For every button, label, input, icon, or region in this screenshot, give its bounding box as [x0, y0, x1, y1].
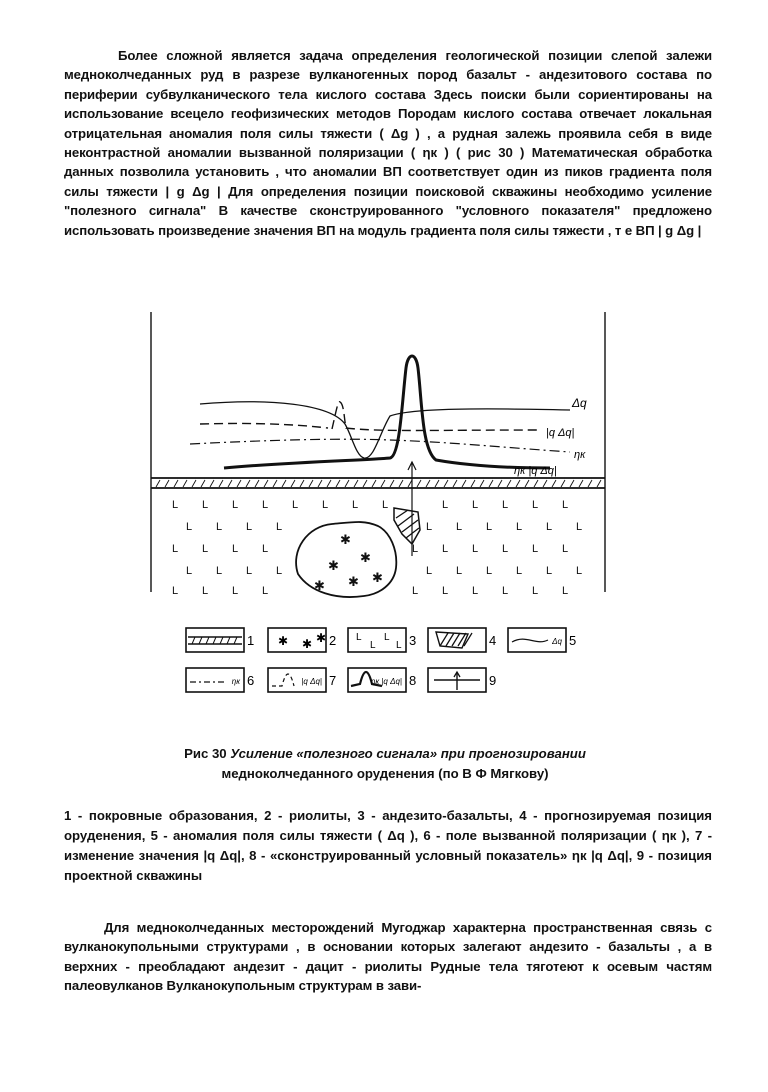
svg-text:L: L: [292, 499, 299, 511]
svg-text:L: L: [186, 565, 193, 577]
legend-number-7: 7: [329, 673, 337, 688]
legend-number-5: 5: [569, 633, 577, 648]
svg-text:L: L: [322, 499, 329, 511]
svg-text:L: L: [202, 543, 209, 555]
svg-text:✱: ✱: [360, 551, 371, 566]
svg-text:L: L: [276, 565, 283, 577]
svg-text:L: L: [576, 565, 583, 577]
legend-number-4: 4: [489, 633, 497, 648]
svg-text:L: L: [442, 543, 449, 555]
legend-item-5: [508, 628, 576, 652]
svg-text:L: L: [232, 585, 239, 597]
svg-text:L: L: [246, 521, 253, 533]
label-product: ηк |q Δq|: [514, 465, 557, 477]
svg-text:L: L: [202, 499, 209, 511]
label-dq: Δq: [572, 396, 587, 410]
svg-text:L: L: [172, 543, 179, 555]
svg-text:L: L: [472, 499, 479, 511]
svg-text:L: L: [412, 543, 419, 555]
label-gradient: |q Δq|: [546, 427, 575, 439]
legend-item-1: [186, 628, 254, 652]
svg-text:L: L: [262, 543, 269, 555]
svg-text:L: L: [502, 543, 509, 555]
legend-box-label-7: |q Δq|: [301, 677, 322, 686]
svg-text:✱: ✱: [328, 559, 339, 574]
svg-text:✱: ✱: [372, 571, 383, 586]
ore-position: [394, 508, 420, 544]
svg-text:L: L: [472, 543, 479, 555]
svg-text:L: L: [232, 499, 239, 511]
paragraph-2: [64, 918, 712, 996]
figure-legend: [182, 624, 582, 698]
caption-line2: медноколчеданного оруденения (по В Ф Мягкову): [221, 766, 549, 781]
svg-text:L: L: [172, 499, 179, 511]
legend-box-label-8: ηк |q Δq|: [370, 677, 402, 686]
curve-gradient: [200, 402, 540, 431]
legend-item-3: [348, 628, 416, 652]
svg-text:L: L: [356, 632, 362, 643]
svg-text:L: L: [370, 640, 376, 651]
svg-text:L: L: [486, 565, 493, 577]
svg-text:L: L: [486, 521, 493, 533]
svg-text:L: L: [502, 499, 509, 511]
svg-text:L: L: [532, 543, 539, 555]
legend-item-6: [186, 668, 254, 692]
svg-text:✱: ✱: [340, 533, 351, 548]
paragraph-1-text: Более сложной является задача определения геологической позиции слепой залежи медноколчеданных руд в разрезе вулканогенных пород базальт - андезитового состава по периферии субвулканического тела кислого состава Здесь поиски были сориентированы на использование всецело геофизических методов Породам кислого состава отвечает локальная отрицательная аномалия поля силы тяжести ( Δg ) , а рудная залежь проявила себя в виде неконтрастной аномалии вызванной поляризации ( ηк ) ( рис 30 ) Математическая обработка данных позволила установить , что аномалии ВП соответствует один из пиков градиента поля силы тяжести | g Δg | Для определения позиции поисковой скважины необходимо усиление "полезного сигнала" В качестве сконструированного "условного показателя" предложено использовать произведение значения ВП на модуль градиента поля силы тяжести , т е ВП | g Δg |: [64, 48, 712, 238]
svg-text:L: L: [546, 565, 553, 577]
legend-number-8: 8: [409, 673, 417, 688]
curve-ip-field: [190, 439, 570, 452]
legend-item-4: [428, 628, 496, 652]
svg-text:L: L: [502, 585, 509, 597]
svg-text:L: L: [426, 565, 433, 577]
legend-item-2: [268, 628, 336, 652]
svg-text:L: L: [562, 499, 569, 511]
svg-text:L: L: [456, 521, 463, 533]
svg-text:L: L: [442, 585, 449, 597]
legend-number-9: 9: [489, 673, 497, 688]
svg-text:L: L: [546, 521, 553, 533]
svg-text:L: L: [562, 543, 569, 555]
svg-text:L: L: [232, 543, 239, 555]
svg-text:L: L: [472, 585, 479, 597]
svg-text:L: L: [426, 521, 433, 533]
svg-text:✱: ✱: [278, 634, 289, 648]
svg-text:L: L: [276, 521, 283, 533]
legend-number-1: 1: [247, 633, 255, 648]
legend-item-9: [428, 668, 496, 692]
legend-number-2: 2: [329, 633, 337, 648]
svg-text:L: L: [216, 521, 223, 533]
svg-text:✱: ✱: [314, 579, 325, 594]
svg-text:✱: ✱: [316, 631, 327, 645]
svg-text:L: L: [262, 499, 269, 511]
legend-item-7: [268, 668, 336, 692]
cover-layer: [151, 478, 605, 488]
figure-caption: [140, 744, 630, 784]
legend-item-8: [348, 668, 416, 692]
svg-text:L: L: [516, 565, 523, 577]
legend-number-3: 3: [409, 633, 417, 648]
label-eta: ηк: [574, 449, 586, 461]
paragraph-1: [64, 46, 712, 240]
svg-text:L: L: [262, 585, 269, 597]
geological-section-figure: [150, 312, 610, 602]
svg-text:L: L: [246, 565, 253, 577]
svg-text:✱: ✱: [302, 637, 313, 651]
svg-text:L: L: [382, 499, 389, 511]
legend-box-label-5: Δq: [552, 637, 562, 646]
svg-text:✱: ✱: [348, 575, 359, 590]
svg-text:L: L: [396, 640, 402, 651]
svg-text:L: L: [216, 565, 223, 577]
svg-text:L: L: [532, 499, 539, 511]
svg-text:L: L: [172, 585, 179, 597]
curve-product: [224, 356, 550, 468]
svg-text:L: L: [384, 632, 390, 643]
caption-prefix: Рис 30: [184, 746, 231, 761]
legend-box-label-6: ηк: [231, 677, 240, 686]
svg-text:L: L: [186, 521, 193, 533]
svg-text:L: L: [562, 585, 569, 597]
svg-text:L: L: [352, 499, 359, 511]
svg-text:L: L: [442, 499, 449, 511]
svg-text:L: L: [576, 521, 583, 533]
caption-title: Усиление «полезного сигнала» при прогнозировании: [230, 746, 586, 761]
svg-text:L: L: [202, 585, 209, 597]
svg-text:L: L: [412, 585, 419, 597]
svg-text:L: L: [456, 565, 463, 577]
legend-explanation: 1 - покровные образования, 2 - риолиты, 3 - андезито-базальты, 4 - прогнозируемая позиция оруденения, 5 - аномалия поля силы тяжести ( Δq ), 6 - поле вызванной поляризации ( ηк ), 7 - изменение значения |q Δq|, 8 - «сконструированный условный показатель» ηк |q Δq|, 9 - позиция проектной скважины: [64, 808, 712, 883]
paragraph-2-text: Для медноколчеданных месторождений Мугоджар характерна пространственная связь с вулканокупольными структурами , в основании которых залегают андезито - базальты , а в верхних - преобладают андезит - дацит - риолиты Рудные тела тяготеют к осевым частям палеовулканов Вулканокупольным структурам в зави-: [64, 920, 712, 994]
svg-text:L: L: [532, 585, 539, 597]
svg-text:L: L: [516, 521, 523, 533]
legend-number-6: 6: [247, 673, 255, 688]
